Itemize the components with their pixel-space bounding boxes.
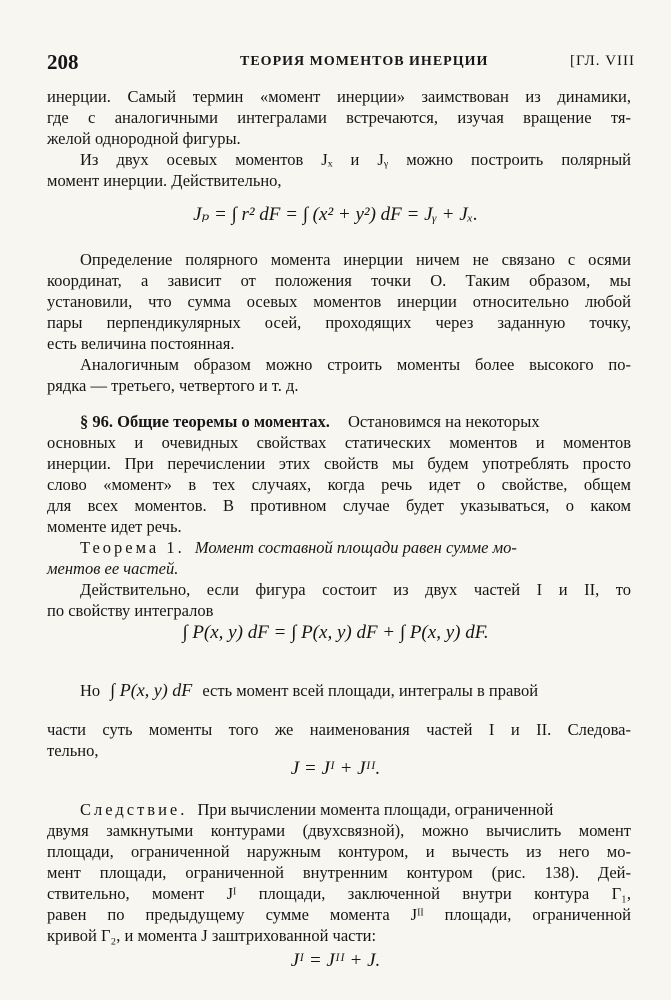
text-fragment: При вычислении момента площади, ограниченной	[197, 800, 554, 819]
text-line: рядка — третьего, четвертого и т. д.	[47, 376, 299, 395]
text-line: по свойству интегралов	[47, 601, 214, 620]
chapter-label: [ГЛ. VIII	[570, 53, 636, 69]
text-line: координат, а зависит от положения точки O. Таким образом, мы	[47, 271, 631, 290]
theorem-statement: Момент составной площади равен сумме мо-	[194, 538, 517, 557]
section-intro: Остановимся на некоторых	[347, 412, 540, 431]
text-line: части суть моменты того же наименования частей I и II. Следова-	[47, 720, 631, 739]
text-line: слово «момент» в тех случаях, когда речь идет о свойстве, общем	[47, 475, 631, 494]
text-line: для всех моментов. В противном случае будет указываться, о каком	[47, 496, 631, 515]
text-line: мент площади, ограниченной внутренним контуром (рис. 138). Дей-	[47, 863, 631, 882]
equation-corollary: Jᴵ = Jᴵᴵ + J.	[290, 950, 381, 971]
text-line: есть величина постоянная.	[47, 334, 235, 353]
text-line: момент инерции. Действительно,	[47, 171, 282, 190]
text-line: Из двух осевых моментов Jₓ и Jᵧ можно построить полярный	[80, 150, 631, 169]
corollary-label: Следствие.	[80, 800, 188, 819]
text-line: ментов ее частей.	[47, 559, 179, 578]
section-heading-line	[80, 412, 631, 432]
equation-moment-sum: J = Jᴵ + Jᴵᴵ.	[290, 758, 381, 779]
theorem-label: Теорема 1.	[80, 538, 185, 557]
section-title: § 96. Общие теоремы о моментах.	[80, 412, 330, 431]
text-line: моменте идет речь.	[47, 517, 182, 536]
text-line: ствительно, момент Jᴵ площади, заключенной внутри контура Γ₁,	[47, 884, 631, 903]
corollary-line	[80, 800, 631, 820]
page-header	[0, 50, 671, 74]
equation-polar-moment: Jₚ = ∫ r² dF = ∫ (x² + y²) dF = Jᵧ + Jₓ.	[193, 204, 478, 225]
inline-integral: ∫ P(x, y) dF	[110, 680, 193, 700]
text-line: равен по предыдущему сумме момента Jᴵᴵ площади, ограниченной	[47, 905, 631, 924]
text-line: двумя замкнутыми контурами (двухсвязной), можно вычислить момент	[47, 821, 631, 840]
running-title: ТЕОРИЯ МОМЕНТОВ ИНЕРЦИИ	[240, 54, 489, 69]
text-line: кривой Γ₂, и момента J заштрихованной части:	[47, 926, 377, 945]
text-line: установили, что сумма осевых моментов инерции относительно любой	[47, 292, 631, 311]
text-line: инерции. Самый термин «момент инерции» заимствован из динамики,	[47, 87, 631, 106]
text-line: Аналогичным образом можно строить моменты более высокого по-	[80, 355, 631, 374]
text-line: Определение полярного момента инерции ничем не связано с осями	[80, 250, 631, 269]
text-line: пары перпендикулярных осей, проходящих через заданную точку,	[47, 313, 631, 332]
text-line: основных и очевидных свойствах статических моментов и моментов	[47, 433, 631, 452]
text-line: где с аналогичными интегралами встречаются, изучая вращение тя-	[47, 108, 631, 127]
theorem-line	[80, 538, 631, 558]
text-line: желой однородной фигуры.	[47, 129, 241, 148]
text-line: площади, ограниченной наружным контуром, и вычесть из него мо-	[47, 842, 631, 861]
text-line: инерции. При перечислении этих свойств мы будем употреблять просто	[47, 454, 631, 473]
page-number: 208	[47, 50, 79, 74]
text-fragment: Но	[80, 681, 101, 700]
equation-integral-additivity: ∫ P(x, y) dF = ∫ P(x, y) dF + ∫ P(x, y) dF.	[182, 622, 489, 643]
text-line: тельно,	[47, 741, 99, 760]
text-line	[80, 680, 631, 701]
text-fragment: есть момент всей площади, интегралы в правой	[202, 681, 539, 700]
text-line: Действительно, если фигура состоит из двух частей I и II, то	[80, 580, 631, 599]
